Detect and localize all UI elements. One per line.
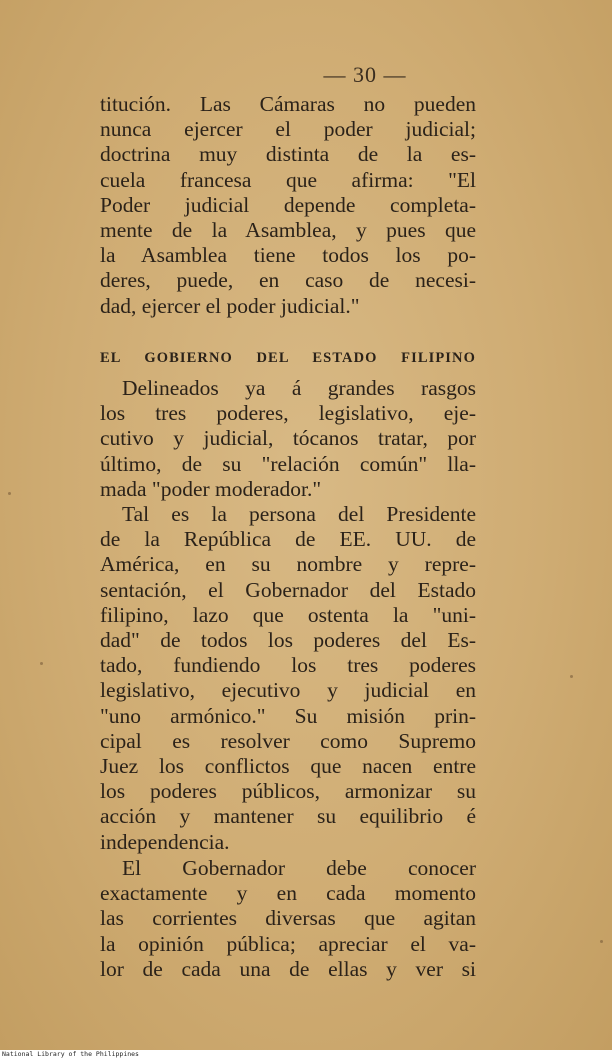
text-line: cutivo y judicial, tócanos tratar, por [100,426,476,451]
paragraph-continuation [100,92,476,319]
text-line: los poderes públicos, armonizar su [100,779,476,804]
paper-speck [8,492,11,495]
text-line: Delineados ya á grandes rasgos [122,376,476,400]
text-line: Poder judicial depende completa- [100,192,476,217]
text-line: nunca ejercer el poder judicial; [100,117,476,142]
text-line: filipino, lazo que ostenta la "uni- [100,602,476,627]
page-number: — 30 — [323,62,407,87]
text-line: dad, ejercer el poder judicial." [100,293,360,318]
paragraph [100,376,476,502]
paper-speck [600,940,603,943]
text-line: independencia. [100,829,230,854]
text-line: Juez los conflictos que nacen entre [100,754,476,779]
paragraph [100,856,476,982]
text-line: titución. Las Cámaras no pueden [100,92,476,116]
text-line: lor de cada una de ellas y ver si [100,956,476,981]
text-line: las corrientes diversas que agitan [100,906,476,931]
text-line: mada "poder moderador." [100,476,322,501]
text-line: dad" de todos los poderes del Es- [100,628,476,653]
text-line: los tres poderes, legislativo, eje- [100,401,476,426]
text-line: la opinión pública; apreciar el va- [100,931,476,956]
text-line: tado, fundiendo los tres poderes [100,653,476,678]
text-line: América, en su nombre y repre- [100,552,476,577]
text-line: deres, puede, en caso de necesi- [100,268,476,293]
text-line: sentación, el Gobernador del Estado [100,577,476,602]
paper-speck [570,675,573,678]
paper-speck [40,662,43,665]
text-line: exactamente y en cada momento [100,881,476,906]
text-line: legislativo, ejecutivo y judicial en [100,678,476,703]
text-line: acción y mantener su equilibrio é [100,804,476,829]
text-line: El Gobernador debe conocer [122,856,476,880]
text-line: cuela francesa que afirma: "El [100,167,476,192]
text-line: Tal es la persona del Presidente [122,502,476,526]
section-heading: EL GOBIERNO DEL ESTADO FILIPINO [100,350,476,366]
text-line: doctrina muy distinta de la es- [100,142,476,167]
text-line: último, de su "relación común" lla- [100,451,476,476]
text-line: la Asamblea tiene todos los po- [100,243,476,268]
text-line: mente de la Asamblea, y pues que [100,218,476,243]
text-line: de la República de EE. UU. de [100,527,476,552]
text-line: cipal es resolver como Supremo [100,728,476,753]
text-line: "uno armónico." Su misión prin- [100,703,476,728]
paragraph [100,502,476,855]
library-credit: National Library of the Philippines [2,1050,139,1058]
